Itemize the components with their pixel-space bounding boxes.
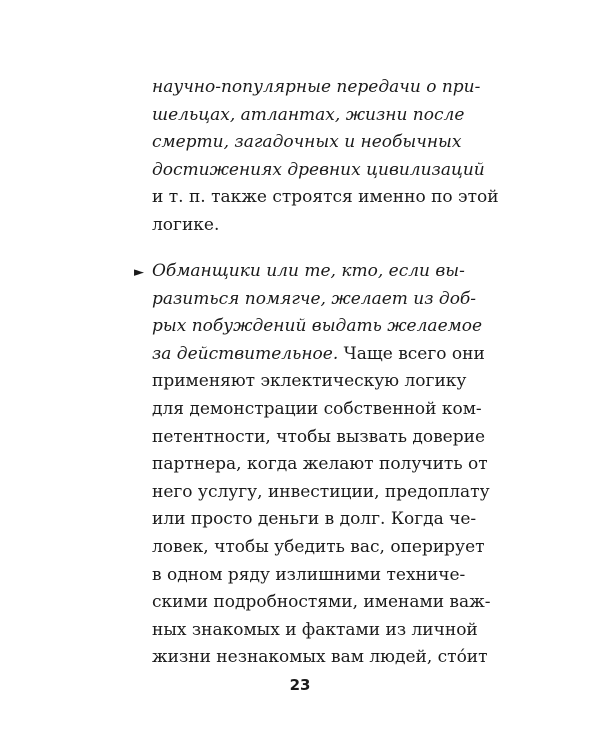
text-italic-run: за действительное. (152, 343, 339, 364)
text-line: скими подробностями, именами важ- (152, 592, 491, 613)
bullet-arrow-icon: ► (134, 265, 144, 280)
text-line: для демонстрации собственной ком- (152, 398, 482, 419)
text-line: применяют эклектическую логику (152, 371, 467, 392)
text-line: научно-популярные передачи о при- (152, 77, 481, 97)
text-line: разиться помягче, желает из доб- (152, 288, 477, 309)
text-line: партнера, когда желают получить от (152, 454, 488, 475)
text-line (152, 341, 485, 369)
text-line: логике. (152, 214, 220, 235)
paragraph-2 (134, 258, 491, 672)
text-plain-run: Чаще всего они (338, 343, 485, 364)
text-line: рых побуждений выдать желаемое (152, 316, 483, 337)
text-line: смерти, загадочных и необычных (152, 132, 462, 153)
text-line: ловек, чтобы убедить вас, оперирует (152, 536, 485, 557)
page-number: 23 (289, 676, 311, 694)
text-line: ных знакомых и фактами из личной (152, 619, 478, 640)
text-line: петентности, чтобы вызвать доверие (152, 426, 486, 447)
text-line: в одном ряду излишними техниче- (152, 564, 466, 585)
text-line: или просто деньги в долг. Когда че- (152, 509, 477, 530)
text-line: него услугу, инвестиции, предоплату (152, 481, 490, 502)
paragraph-1 (152, 74, 499, 240)
text-line: шельцах, атлантах, жизни после (152, 104, 465, 125)
text-line: достижениях древних цивилизаций (152, 159, 485, 180)
text-line: жизни незнакомых вам людей, сто́ит (152, 647, 488, 668)
text-line: и т. п. также строятся именно по этой (152, 187, 499, 208)
text-line: Обманщики или те, кто, если вы- (152, 261, 465, 281)
